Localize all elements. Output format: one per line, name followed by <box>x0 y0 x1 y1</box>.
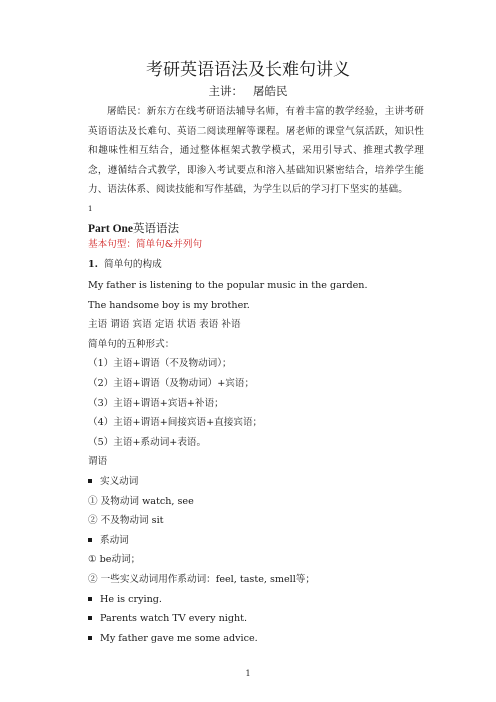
form-item: （3）主语+谓语+宾语+补语； <box>88 398 224 409</box>
bullet-item <box>88 632 258 645</box>
bullet-icon <box>88 597 92 601</box>
part-title: 英语语法 <box>133 221 180 235</box>
part-heading <box>88 221 179 236</box>
bullet-text: 系动词 <box>100 535 129 546</box>
document-title: 考研英语语法及长难句讲义 <box>146 60 350 80</box>
bullet-item <box>88 475 138 488</box>
bullet-icon <box>88 538 92 542</box>
bullet-text: 实义动词 <box>100 476 139 487</box>
bullet-icon <box>88 616 92 620</box>
example-sentence: The handsome boy is my brother. <box>88 300 250 311</box>
small-mark: 1 <box>88 205 93 213</box>
list-item: ① 及物动词 watch, see <box>88 496 194 507</box>
lecturer-name: 屠皓民 <box>253 84 288 98</box>
bullet-item <box>88 593 162 606</box>
lecturer-line <box>0 84 496 98</box>
section-title: 简单句的构成 <box>104 259 162 270</box>
bullet-text: He is crying. <box>100 594 162 605</box>
bullet-text: My father gave me some advice. <box>100 633 258 644</box>
example-sentence: My father is listening to the popular music in the garden. <box>88 280 368 291</box>
bullet-icon <box>88 479 92 483</box>
intro-paragraph: 屠皓民：新东方在线考研语法辅导名师，有着丰富的教学经验，主讲考研英语语法及长难句、英语二阅读理解等课程。屠老师的课堂气氛活跃，知识性和趣味性相互结合，通过整体框架式教学模式，采用引导式、推理式教学理念，遵循结合式教学，即渗入考试要点和溶入基础知识紧密结合，培养学生能力、语法体系、阅读技能和写作基础，为学生以后的学习打下坚实的基础。 <box>88 106 424 195</box>
section-number: 1. <box>88 259 99 270</box>
bullet-item <box>88 534 129 547</box>
form-item: （1）主语+谓语（不及物动词）； <box>88 358 232 369</box>
predicate-heading: 谓语 <box>88 456 108 467</box>
section-heading <box>88 258 162 271</box>
bullet-item <box>88 612 247 625</box>
list-item: ② 一些实义动词用作系动词：feel, taste, smell等； <box>88 574 315 585</box>
form-item: （4）主语+谓语+间接宾语+直接宾语； <box>88 417 263 428</box>
form-item: （5）主语+系动词+表语。 <box>88 437 207 448</box>
bullet-text: Parents watch TV every night. <box>100 613 248 624</box>
sentence-components: 主语 谓语 宾语 定语 状语 表语 补语 <box>88 319 241 330</box>
lecturer-label: 主讲： <box>208 84 243 98</box>
list-item: ① be动词； <box>88 554 141 565</box>
bullet-icon <box>88 636 92 640</box>
list-item: ② 不及物动词 sit <box>88 515 164 526</box>
basic-sentence-heading: 基本句型：简单句&并列句 <box>88 239 203 250</box>
forms-title: 简单句的五种形式： <box>88 339 175 350</box>
page-number: 1 <box>245 669 251 678</box>
form-item: （2）主语+谓语（及物动词）+宾语； <box>88 378 255 389</box>
part-number: Part One <box>88 223 134 235</box>
